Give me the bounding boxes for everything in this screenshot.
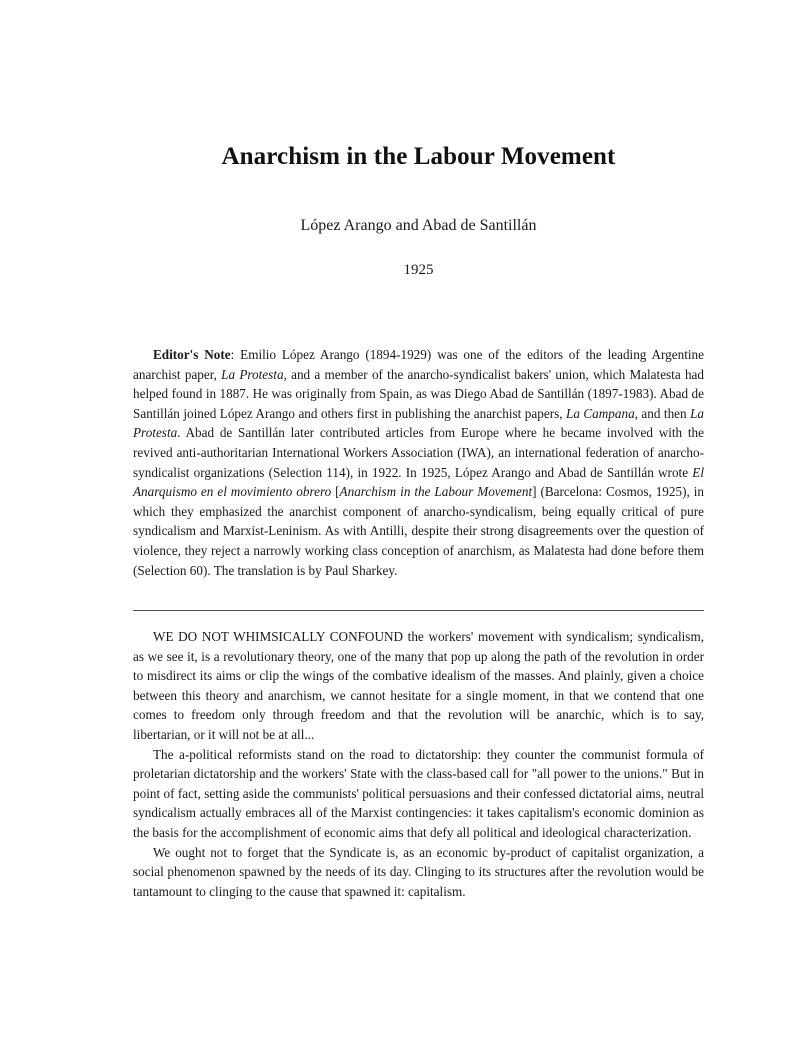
note-text: [ [331,484,340,500]
document-author: López Arango and Abad de Santillán [300,217,537,234]
note-text: ] (Barcelona: Cosmos, 1925), in which they emphasized the anarchist component of anarcho-syndicalism, being equally critical of pure syndicalism and Marxist-Leninism. As with Antilli, despite their strong disagreements over the question of violence, they reject a narrowly working class conception of anarchism, as Malatesta had done before them (Selection 60). The translation is by Paul Sharkey. [133,484,704,578]
note-italic-la-campana: La Campana [565,405,635,421]
note-text: , and a member of the anarcho-syndicalist bakers' union, which Malatesta had helped found in 1887. He was originally from Spain, as was Diego Abad de Santillán (1897-1983). Abad de Santillán joined López Arango and others first in publishing the anarchist papers, [133,366,704,421]
editors-note-label: Editor's Note [153,347,231,362]
note-text: . Abad de Santillán later contributed articles from Europe where he became involved with the revived anti-authoritarian International Workers Association (IWA), an international federation of anarcho-syndicalist organizations (Selection 114), in 1922. In 1925, López Arango and Abad de Santillán wrote [133,425,704,480]
body-paragraph-2: The a-political reformists stand on the road to dictatorship: they counter the communist formula of proletarian dictatorship and the workers' State with the class-based call for "all power to the unions." But in point of fact, setting aside the communists' political persuasions and their confessed dictatorial aims, neutral syndicalism actually embraces all of the Marxist contingencies: it takes capitalism's economic dominion as the basis for the accomplishment of economic aims that defy all political and ideological characterization. [133,746,704,840]
editors-note [133,345,704,580]
note-text: : Emilio López Arango (1894-1929) was one of the editors of the leading Argentine anarchist paper, [133,347,704,382]
note-italic-la-protesta: La Protesta [221,366,284,382]
note-italic-spanish-title: El Anarquismo en el movimiento obrero [133,464,704,500]
body-text [133,627,704,901]
section-divider [133,610,704,611]
document-year: 1925 [403,262,434,278]
note-italic-la-protesta-2: La Protesta [133,405,705,441]
document-title: Anarchism in the Labour Movement [221,143,616,170]
editors-note-paragraph [133,345,704,580]
body-paragraph-1: WE DO NOT WHIMSICALLY CONFOUND the workers' movement with syndicalism; syndicalism, as we see it, is a revolutionary theory, one of the many that pop up along the path of the revolution in order to misdirect its aims or clip the wings of the combative idealism of the masses. And plainly, given a choice between this theory and anarchism, we cannot hesitate for a single moment, in that we contend that one comes to freedom only through freedom and that the revolution will be anarchic, which is to say, libertarian, or it will not be at all... [133,629,704,742]
body-paragraph-3: We ought not to forget that the Syndicate is, as an economic by-product of capitalist organization, a social phenomenon spawned by the needs of its day. Clinging to its structures after the revolution would be tantamount to clinging to the cause that spawned it: capitalism. [133,844,704,899]
note-text: , and then [634,405,691,421]
note-italic-english-title: Anarchism in the Labour Movement [339,484,533,500]
